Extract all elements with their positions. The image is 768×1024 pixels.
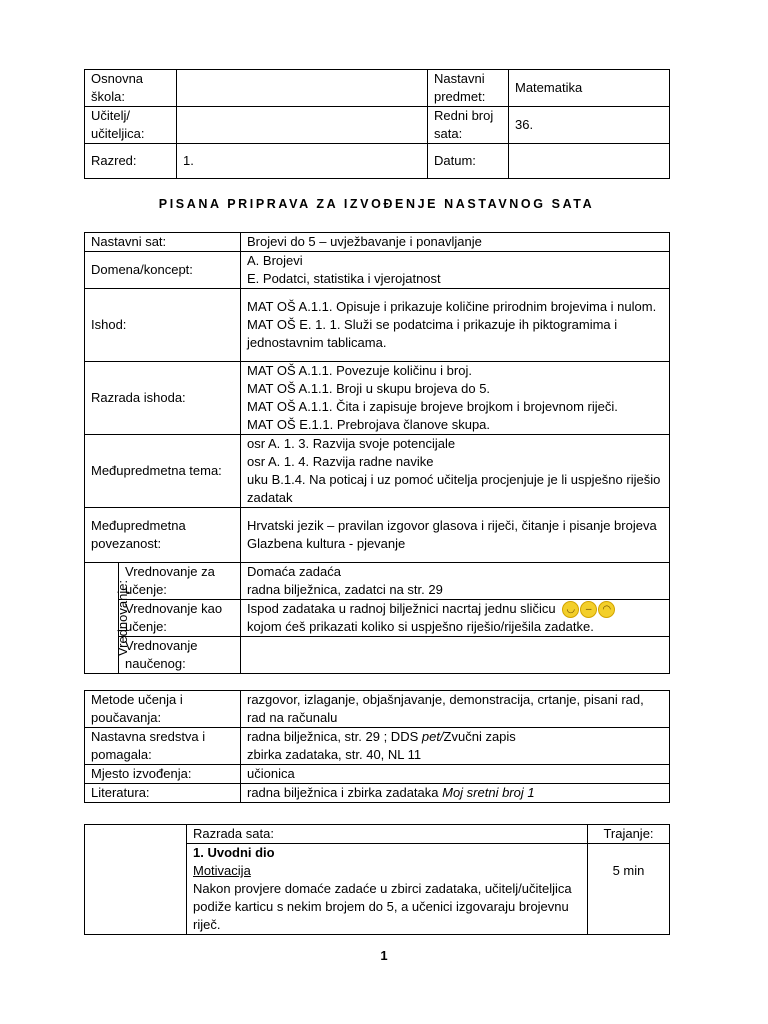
teacher-label: Učitelj/ učiteljica: bbox=[85, 107, 177, 144]
elaboration-line: MAT OŠ A.1.1. Povezuje količinu i broj. bbox=[247, 363, 472, 378]
domain-label: Domena/koncept: bbox=[85, 252, 241, 289]
school-value bbox=[177, 70, 428, 107]
happy-face-icon: ◡ bbox=[562, 601, 579, 618]
lesson-flow-table bbox=[84, 824, 670, 935]
assess-for-line: Domaća zadaća bbox=[247, 564, 341, 579]
assess-as-line: kojom ćeš prikazati koliko si uspješno riješio/riješila zadatke. bbox=[247, 619, 594, 635]
cross-link-line: Hrvatski jezik – pravilan izgovor glasova i riječi, čitanje i pisanje brojeva bbox=[247, 518, 657, 533]
school-label: Osnovna škola: bbox=[85, 70, 177, 107]
assess-of-value bbox=[241, 637, 670, 674]
date-value bbox=[509, 144, 670, 179]
assessment-label: Vrednovanje: bbox=[85, 563, 119, 674]
literature-value: radna bilježnica i zbirka zadataka Moj sretni broj 1 bbox=[241, 784, 670, 803]
cross-theme-line: uku B.1.4. Na poticaj i uz pomoć učitelja procjenjuje je li uspješno riješio zadatak bbox=[247, 472, 661, 505]
elaboration-value bbox=[241, 362, 670, 435]
assess-for-value bbox=[241, 563, 670, 600]
subject-value: Matematika bbox=[509, 70, 670, 107]
methods-table bbox=[84, 690, 670, 803]
domain-value bbox=[241, 252, 670, 289]
domain-line: E. Podatci, statistika i vjerojatnost bbox=[247, 271, 441, 286]
assess-as-label: Vrednovanje kao učenje: bbox=[119, 600, 241, 637]
outcome-value bbox=[241, 289, 670, 362]
lesson-label: Nastavni sat: bbox=[85, 233, 241, 252]
subject-label: Nastavni predmet: bbox=[428, 70, 509, 107]
section-title: 1. Uvodni dio bbox=[193, 845, 275, 860]
teacher-value bbox=[177, 107, 428, 144]
assess-as-value bbox=[241, 600, 670, 637]
aids-label: Nastavna sredstva i pomagala: bbox=[85, 728, 241, 765]
assess-as-line: Ispod zadataka u radnoj bilježnici nacrtaj jednu sličicu bbox=[247, 601, 556, 616]
lesson-number-label: Redni broj sata: bbox=[428, 107, 509, 144]
cross-link-line: Glazbena kultura - pjevanje bbox=[247, 536, 406, 551]
assess-for-label: Vrednovanje za učenje: bbox=[119, 563, 241, 600]
cross-theme-line: osr A. 1. 4. Razvija radne navike bbox=[247, 454, 434, 469]
duration-value: 5 min bbox=[588, 844, 670, 935]
place-label: Mjesto izvođenja: bbox=[85, 765, 241, 784]
subsection-title: Motivacija bbox=[193, 863, 251, 878]
aids-line: zbirka zadataka, str. 40, NL 11 bbox=[247, 747, 422, 762]
aids-value: radna bilježnica, str. 29 ; DDS pet/Zvučni zapis zbirka zadataka, str. 40, NL 11 bbox=[241, 728, 670, 765]
methods-label: Metode učenja i poučavanja: bbox=[85, 691, 241, 728]
cross-link-label: Međupredmetna povezanost: bbox=[85, 508, 241, 563]
outcome-label: Ishod: bbox=[85, 289, 241, 362]
lesson-number-value: 36. bbox=[509, 107, 670, 144]
literature-label: Literatura: bbox=[85, 784, 241, 803]
methods-value: razgovor, izlaganje, objašnjavanje, demonstracija, crtanje, pisani rad, rad na računalu bbox=[241, 691, 670, 728]
elaboration-header: Razrada sata: bbox=[187, 825, 588, 844]
outcome-line: MAT OŠ A.1.1. Opisuje i prikazuje količine prirodnim brojevima i nulom. bbox=[247, 299, 657, 314]
outcome-line: MAT OŠ E. 1. 1. Služi se podatcima i prikazuje ih piktogramima i jednostavnim tablicama. bbox=[247, 317, 618, 350]
elaboration-line: MAT OŠ A.1.1. Čita i zapisuje brojeve brojkom i brojevnom riječi. bbox=[247, 399, 618, 414]
neutral-face-icon: – bbox=[580, 601, 597, 618]
assess-of-label: Vrednovanje naučenog: bbox=[119, 637, 241, 674]
date-label: Datum: bbox=[428, 144, 509, 179]
cross-theme-line: osr A. 1. 3. Razvija svoje potencijale bbox=[247, 436, 456, 451]
duration-header: Trajanje: bbox=[588, 825, 670, 844]
page-number: 1 bbox=[380, 948, 388, 963]
cross-theme-value bbox=[241, 435, 670, 508]
domain-line: A. Brojevi bbox=[247, 253, 303, 268]
cross-link-value bbox=[241, 508, 670, 563]
place-value: učionica bbox=[241, 765, 670, 784]
grade-label: Razred: bbox=[85, 144, 177, 179]
section-text: Nakon provjere domaće zadaće u zbirci zadataka, učitelj/učiteljica podiže karticu s nekim brojem do 5, a učenici izgovaraju brojevnu riječ. bbox=[193, 881, 572, 932]
elaboration-label: Razrada ishoda: bbox=[85, 362, 241, 435]
elaboration-line: MAT OŠ A.1.1. Broji u skupu brojeva do 5. bbox=[247, 381, 491, 396]
grade-value: 1. bbox=[177, 144, 428, 179]
page-title: PISANA PRIPRAVA ZA IZVOĐENJE NASTAVNOG SATA bbox=[158, 197, 595, 211]
smiley-faces-icon bbox=[562, 601, 615, 618]
cross-theme-label: Međupredmetna tema: bbox=[85, 435, 241, 508]
header-table bbox=[84, 69, 670, 179]
lesson-value: Brojevi do 5 – uvježbavanje i ponavljanje bbox=[241, 233, 670, 252]
intro-section bbox=[187, 844, 588, 935]
elaboration-line: MAT OŠ E.1.1. Prebrojava članove skupa. bbox=[247, 417, 491, 432]
lesson-plan-table bbox=[84, 232, 670, 674]
assess-for-line: radna bilježnica, zadatci na str. 29 bbox=[247, 582, 443, 597]
blank-cell bbox=[85, 825, 187, 935]
sad-face-icon: ◠ bbox=[598, 601, 615, 618]
